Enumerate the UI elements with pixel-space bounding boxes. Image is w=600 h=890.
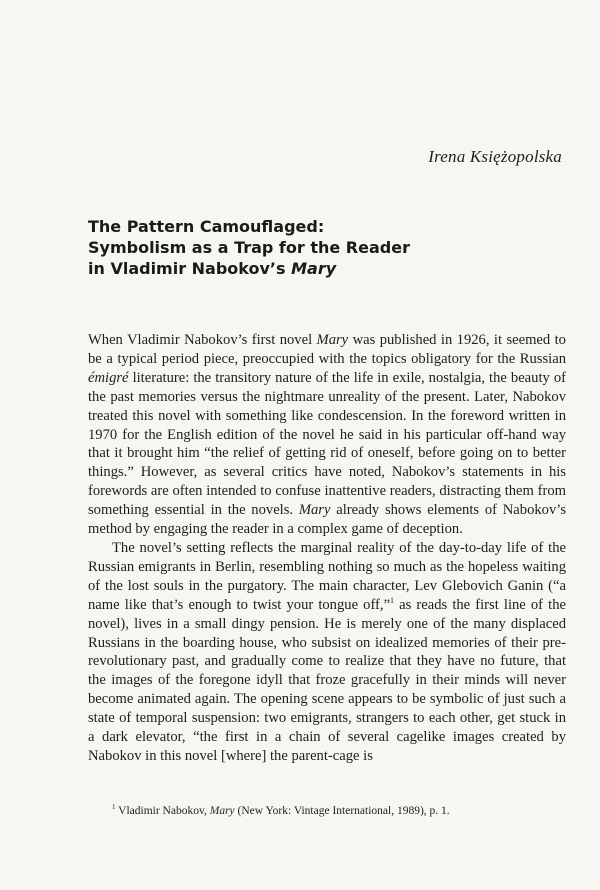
title-italic-mary: Mary — [291, 259, 337, 278]
p1-italic-mary: Mary — [316, 332, 349, 348]
paragraph-2 — [88, 539, 566, 766]
footnote — [112, 805, 572, 817]
body-text — [88, 331, 566, 766]
footnote-italic-mary: Mary — [209, 805, 235, 817]
p2-text-1: The novel’s setting reflects the marginal reality of the day-to-day life of the Russian emigrants in Berlin, resembling nothing so much as the hopeless waiting of the lost souls in the purgatory. The main character, Lev Glebovich Ganin (“a name like that’s enough to twist your tongue off,” — [88, 539, 566, 613]
p1-italic-emigre: émigré — [88, 369, 129, 386]
footnote-reference: 1 — [390, 595, 395, 605]
p1-text-1: When Vladimir Nabokov’s first novel — [88, 332, 317, 348]
title-line-2: Symbolism as a Trap for the Reader — [88, 238, 410, 257]
paragraph-1 — [88, 331, 566, 539]
p1-text-2: was published in 1926, it seemed to be a typical period piece, preoccupied with the topics obligatory for the Russian — [88, 332, 566, 367]
footnote-text-1: Vladimir Nabokov, — [115, 805, 210, 817]
author-name: Irena Księżopolska — [428, 147, 562, 166]
footnote-text-2: (New York: Vintage International, 1989), p. 1. — [234, 805, 450, 817]
p1-italic-mary-2: Mary — [298, 502, 331, 519]
title-line-3 — [88, 258, 508, 279]
p2-text-2: as reads the first line of the novel), lives in a small dingy pension. He is merely one of the many displaced Russians in the boarding house, who subsist on idealized memories of their pre-revolutionary past, and gradually come to realize that they have no future, that the images of the foregone idyll that froze gracefully in their minds will never become animated again. The opening scene appears to be symbolic of just such a state of temporal suspension: two emigrants, strangers to each other, get stuck in a dark elevator, “the first in a chain of several cagelike images created by Nabokov in this novel [where] the parent-cage is — [88, 596, 566, 764]
chapter-title — [88, 216, 508, 279]
title-line-3-text: in Vladimir Nabokov’s — [88, 259, 292, 278]
p1-text-4: already shows elements of Nabokov’s method by engaging the reader in a complex game of deception. — [88, 502, 567, 538]
title-line-1: The Pattern Camouflaged: — [88, 217, 325, 236]
p1-text-3: literature: the transitory nature of the life in exile, nostalgia, the beauty of the past memories versus the nightmare unreality of the present. Later, Nabokov treated this novel with something like condescension. In the foreword written in 1970 for the English edition of the novel he said in his particular off-hand way that it brought him “the relief of getting rid of oneself, before going on to better things.” However, as several critics have noted, Nabokov’s statements in his forewords are often intended to confuse inattentive readers, distracting them from something essential in the novels. — [88, 369, 566, 519]
footnote-mark: 1 — [112, 803, 116, 812]
